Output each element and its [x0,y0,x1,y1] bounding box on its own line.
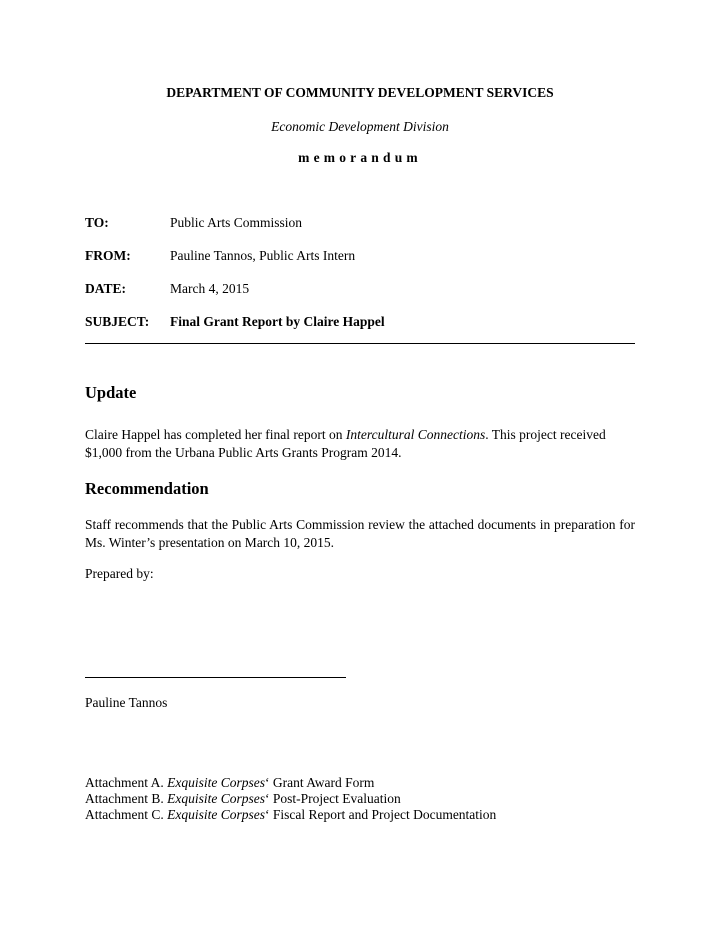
header-divider [85,343,635,344]
from-value: Pauline Tannos, Public Arts Intern [170,248,356,263]
attachment-item: Attachment C. Exquisite Corpses‘ Fiscal Report and Project Documentation [85,807,497,822]
from-label: FROM: [85,248,131,263]
subject-label: SUBJECT: [85,314,150,329]
attachment-item: Attachment A. Exquisite Corpses‘ Grant Award Form [85,775,375,790]
recommendation-paragraph: Staff recommends that the Public Arts Commission review the attached documents in preparation for Ms. Winter’s presentation on March 10, 2015. [85,517,635,550]
date-label: DATE: [85,281,127,296]
to-label: TO: [85,215,109,230]
date-value: March 4, 2015 [170,281,250,296]
update-text-before: Claire Happel has completed her final report on [85,427,346,442]
update-heading: Update [85,383,137,402]
attachment-item: Attachment B. Exquisite Corpses‘ Post-Project Evaluation [85,791,401,806]
update-paragraph [85,426,635,462]
department-title: DEPARTMENT OF COMMUNITY DEVELOPMENT SERVICES [166,85,554,100]
recommendation-heading: Recommendation [85,479,209,498]
attachments-list [85,775,496,823]
to-value: Public Arts Commission [170,215,303,230]
subject-value: Final Grant Report by Claire Happel [170,314,385,329]
prepared-by-label: Prepared by: [85,566,154,581]
update-text-after: . This project received $1,000 from the Urbana Public Arts Grants Program 2014. [85,427,606,460]
project-title: Intercultural Connections [345,427,486,442]
memorandum-label: memorandum [298,150,422,165]
signer-name: Pauline Tannos [85,695,168,710]
signature-line [85,677,346,678]
division-subtitle: Economic Development Division [271,119,449,134]
